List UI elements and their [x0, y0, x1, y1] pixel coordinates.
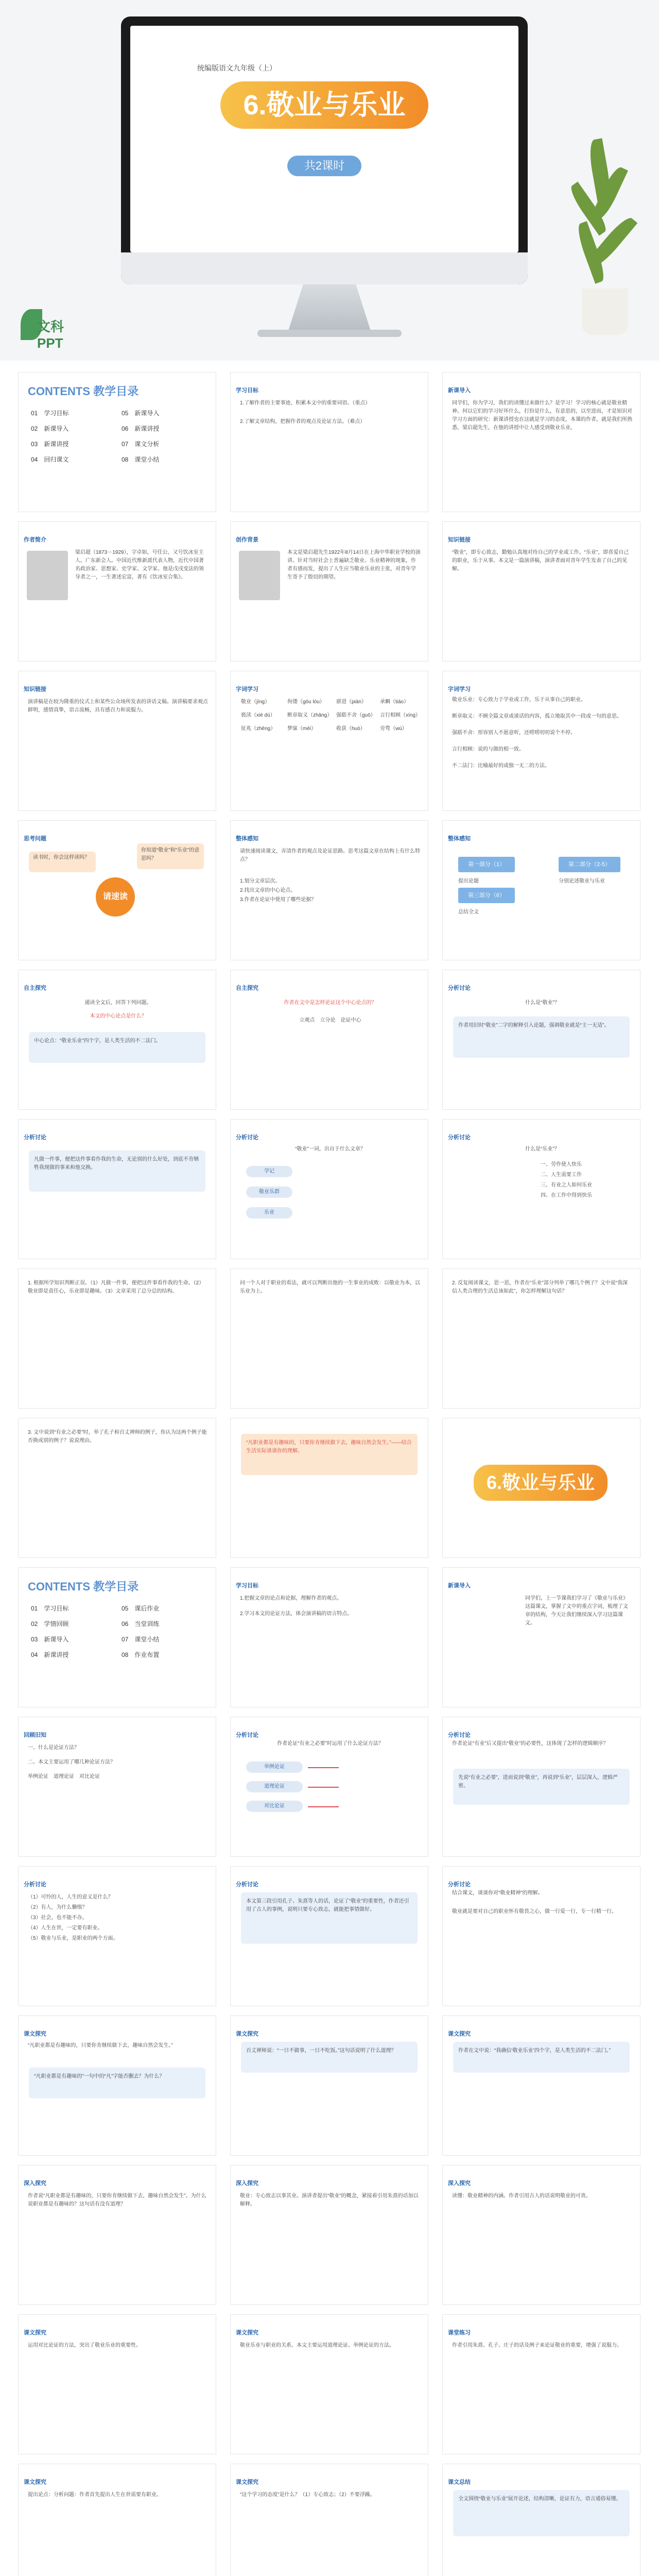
- slide-author[interactable]: 作者简介 梁启超（1873－1929），字卓如，号任公，又号饮冰室主人。广东新会人。中国近代维新派代表人物，近代中国著名政治家、思想家、史学家、文学家。他是戊戌变法的领导者之一，一生著述宏富，著有《饮冰室合集》。: [18, 521, 216, 662]
- slide-trend-1[interactable]: 课文探究 提出论点：分析问题：作者首先提出人生在世需要有职业。: [18, 2464, 216, 2576]
- slide-methods[interactable]: 分析讨论 作者论证“有业之必要”时运用了什么论证方法？ 举例论证 道理论证 对比论证: [230, 1717, 428, 1857]
- slide-toc-1[interactable]: CONTENTS 教学目录 01 学习目标 02 新课导入 03 新课讲授 04 回归课文 05 新课导入 06 新课讲授 07 课文分析 08 课堂小结: [18, 372, 216, 512]
- slide-toc-2[interactable]: CONTENTS 教学目录 01 学习目标 02 学情回顾 03 新课导入 04 新课讲授 05 课后作业 06 当堂训练 07 课堂小结 08 作业布置: [18, 1567, 216, 1707]
- slide-moral[interactable]: 分析讨论 （1）可怜的人，人生的意义是什么？ （2）有人，为什么懒惰？ （3）社会，也不能不办。 （4）人生在世，一定要有职业。 （5）敬业与乐业，是职业的两个方面。: [18, 1866, 216, 2006]
- slide-background[interactable]: 创作背景 本文是梁启超先生1922年8月14日在上海中华职业学校的演讲。针对当时社会上普遍缺乏敬业、乐业精神的现象，作者有感而发，提出了人生应当敬业乐业的主张，对青年学生寄予了殷切的期望。: [230, 521, 428, 662]
- slide-quote[interactable]: 分析讨论 凡做一件事，便把这件事看作我的生命，无论别的什么好处，到底不肯牺牲我现做的事来和他交换。: [18, 1119, 216, 1259]
- slide-methods-2[interactable]: 分析讨论 作者论证“有业”后又提出“敬业”的必要性，这体现了怎样的逻辑顺序？ 先说“有业之必要”，进而说到“敬业”，再说到“乐业”，层层深入，逻辑严密。: [442, 1717, 640, 1857]
- slide-section-title[interactable]: 6.敬业与乐业: [442, 1418, 640, 1558]
- period-badge: 共2课时: [287, 156, 361, 176]
- grade-label: 统编版语文九年级（上）: [197, 64, 276, 72]
- author-portrait: [27, 551, 68, 600]
- author-portrait-2: [239, 551, 280, 600]
- monitor-screen: [130, 26, 518, 252]
- slide-words[interactable]: 字词学习 敬业（jìng） 佝偻（gōu lóu） 骈进（pián） 承蜩（tiáo） 亵渎（xiè dú） 断章取义（zhāng） 强聒不舍（guō） 言行相顾（xíng） 征兆（zhēng） 梦寐（mèi） 收获（huò） 旁骛（wù）: [230, 671, 428, 811]
- slide-self-1[interactable]: 自主探究 通读全文后，回答下列问题。 本文的中心论点是什么？ 中心论点：“敬业乐业”四个字，是人类生活的不二法门。: [18, 970, 216, 1110]
- slide-intro-2[interactable]: 新课导入 同学们，上一节课我们学习了《敬业与乐业》这篇课文，掌握了文中的重点字词，梳理了文章的结构，今天让我们继续深入学习这篇课文。: [442, 1567, 640, 1707]
- slide-deep-3[interactable]: 深入探究 读懂：敬业精神的内涵。作者引用古人的话说明敬业的可贵。: [442, 2165, 640, 2305]
- slide-objectives[interactable]: 学习目标 1.了解作者的主要事迹，积累本文中的重要词语。（重点） 2.了解文章结构，把握作者的观点及论证方法。（难点）: [230, 372, 428, 512]
- plant-pot: [582, 289, 628, 335]
- slide-article-3[interactable]: 课文探究 作者在文中说：“我确信‘敬业乐业’四个字，是人类生活的不二法门。”: [442, 2015, 640, 2156]
- slide-insight[interactable]: 分析讨论 结合课文，谈谈你对“敬业精神”的理解。 敬业就是要对自己的职业怀有敬畏之心，做一行爱一行，专一行精一行。: [442, 1866, 640, 2006]
- slide-q1[interactable]: 1. 根据所学知识判断正误。（1）凡做一件事，便把这件事看作我的生命。（2）敬业即是责任心，乐业即是趣味。（3）文章采用了总分总的结构。: [18, 1268, 216, 1409]
- slide-think[interactable]: 思考问题 读书时，你会这样读吗？ 你知道“敬业”和“乐业”的意思吗？ 请速读: [18, 820, 216, 960]
- monitor-chin: [121, 252, 528, 284]
- slide-analysis-1[interactable]: 分析讨论 什么是“敬业”？ 作者用旧时“敬业”二字的解释引入论题，强调敬业就是“主一无适”。: [442, 970, 640, 1110]
- slide-analysis-3[interactable]: 分析讨论 什么是“乐业”？ 一、劳作使人快乐 二、人生需要工作 三、有业之人如何乐业 四、在工作中得到快乐: [442, 1119, 640, 1259]
- slide-article-1[interactable]: 课文探究 “凡职业都是有趣味的，只要你肯继续做下去，趣味自然会发生。” “凡职业都是有趣味的”一句中的“凡”字能否删去？为什么？: [18, 2015, 216, 2156]
- slide-trend-3[interactable]: 课文总结 全文围绕“敬业与乐业”展开论述，结构清晰，论证有力，语言通俗易懂。: [442, 2464, 640, 2576]
- slide-words-2[interactable]: 字词学习 敬业乐业：专心致力于学业或工作，乐于从事自己的职业。 断章取义：不顾全篇文章或谈话的内容，孤立地取其中一段或一句的意思。 强聒不舍：形容别人不愿意听，还唠唠叨叨说个不停。 言行相顾：说的与做的相一致。 不二法门：比喻最好的或独一无二的方法。: [442, 671, 640, 811]
- slide-intro-1[interactable]: 新课导入 同学们，你为学习，我们的读懂过来做什么？是学习！学习的核心就是敬业精神。何以它们的学习好坏什么，打扮是什么，有意思的，以至进而，才是知识对学习方面的研究：新课讲授也在这就是学习的态度，本课的作者，就是我们所熟悉，梁启超先生，在他的讲授中让人感受到敬业乐业。: [442, 372, 640, 512]
- slide-q2[interactable]: 问一个人对于职业的看法，就可以判断出他的一生事业的成败：以敬业为本，以乐业为上。: [230, 1268, 428, 1409]
- monitor-frame: [121, 16, 528, 284]
- slide-deep-1[interactable]: 深入探究 作者说“凡职业都是有趣味的，只要你肯继续做下去，趣味自然会发生”。为什么说职业都是有趣味的？这句话有没有道理？: [18, 2165, 216, 2305]
- monitor-stand: [288, 284, 371, 331]
- slide-excerpt[interactable]: 分析讨论 本文第三段引用孔子、朱熹等人的话，论证了“敬业”的重要性，作者还引用了古人的事例，说明只要专心致志，就能把事情做好。: [230, 1866, 428, 2006]
- slide-q4[interactable]: 3. 文中说到“有业之必要”时，举了孔子和百丈禅师的例子，你认为这两个例子能否换成别的例子？说说理由。: [18, 1418, 216, 1558]
- lesson-title: 6.敬业与乐业: [243, 90, 406, 121]
- hero-banner: [0, 0, 659, 361]
- read-badge: 请速读: [96, 877, 135, 917]
- slide-self-2[interactable]: 自主探究 作者在文中是怎样论证这个中心论点的？ 立观点 立分论 论证中心: [230, 970, 428, 1110]
- slide-cartoon[interactable]: “凡职业都是有趣味的，只要你肯继续做下去，趣味自然会发生。”——结合生活实际谈谈你的理解。: [230, 1418, 428, 1558]
- slide-knowledge-2[interactable]: 知识链接 演讲稿是在较为隆重的仪式上和某些公众场所发表的讲话文稿。演讲稿要求观点鲜明，感情真挚，语言流畅，具有感召力和说服力。: [18, 671, 216, 811]
- slide-trend-2[interactable]: 课文探究 “这个学习的态度”是什么？（1）专心致志；（2）不要浮躁。: [230, 2464, 428, 2576]
- monitor-base: [257, 330, 402, 337]
- slide-analysis-2[interactable]: 分析讨论 “敬业”一词，出自于什么文章？ 学记 敬业乐群 乐业: [230, 1119, 428, 1259]
- slide-reading[interactable]: 整体感知 请快速阅读课文，弄清作者的观点及论证思路。思考这篇文章在结构上有什么特点？ 1.划分文章层次。 2.找出文章的中心论点。 3.作者在论证中使用了哪些论据？: [230, 820, 428, 960]
- slide-q3[interactable]: 2. 反复阅读课文，思一思，作者在“乐业”部分列举了哪几个例子？文中说“我深信人类合理的生活总该如此”，你怎样理解这句话？: [442, 1268, 640, 1409]
- slide-consolidate-2[interactable]: 课文探究 敬业乐业与职业的关系。本文主要运用道理论证、举例论证的方法。: [230, 2314, 428, 2454]
- slide-consolidate-1[interactable]: 课文探究 运用对比论证的方法，突出了敬业乐业的重要性。: [18, 2314, 216, 2454]
- slide-consolidate-3[interactable]: 课堂练习 作者引用朱熹、孔子、庄子的话及例子来论证敬业的重要，增强了说服力。: [442, 2314, 640, 2454]
- brand-logo: 文科PPT: [21, 304, 67, 345]
- slide-knowledge-1[interactable]: 知识链接 “敬业”，即专心致志，勤勉认真地对待自己的学业或工作。“乐业”，即喜爱自己的职业，乐于从事。本文是一篇演讲稿，演讲者面对青年学生发表了自己的见解。: [442, 521, 640, 662]
- slide-review[interactable]: 回顾旧知 一、什么是论证方法？ 二、本文主要运用了哪几种论证方法？ 举例论证 道理论证 对比论证: [18, 1717, 216, 1857]
- slide-article-2[interactable]: 课文探究 百丈禅师说：“一日不做事，一日不吃饭。”这句话说明了什么道理？: [230, 2015, 428, 2156]
- slide-objectives-2[interactable]: 学习目标 1.把握文章的论点和论据，理解作者的观点。 2.学习本文的论证方法，体会演讲稿的语言特点。: [230, 1567, 428, 1707]
- slide-structure[interactable]: 整体感知 第一部分（1） 第二部分（2-5） 第三部分（6） 提出论题 分别论述敬业与乐业 总结全文: [442, 820, 640, 960]
- slide-deep-2[interactable]: 深入探究 敬业：专心致志以事其业。演讲者提出“敬业”的概念，紧接着引用朱熹的话加以解释。: [230, 2165, 428, 2305]
